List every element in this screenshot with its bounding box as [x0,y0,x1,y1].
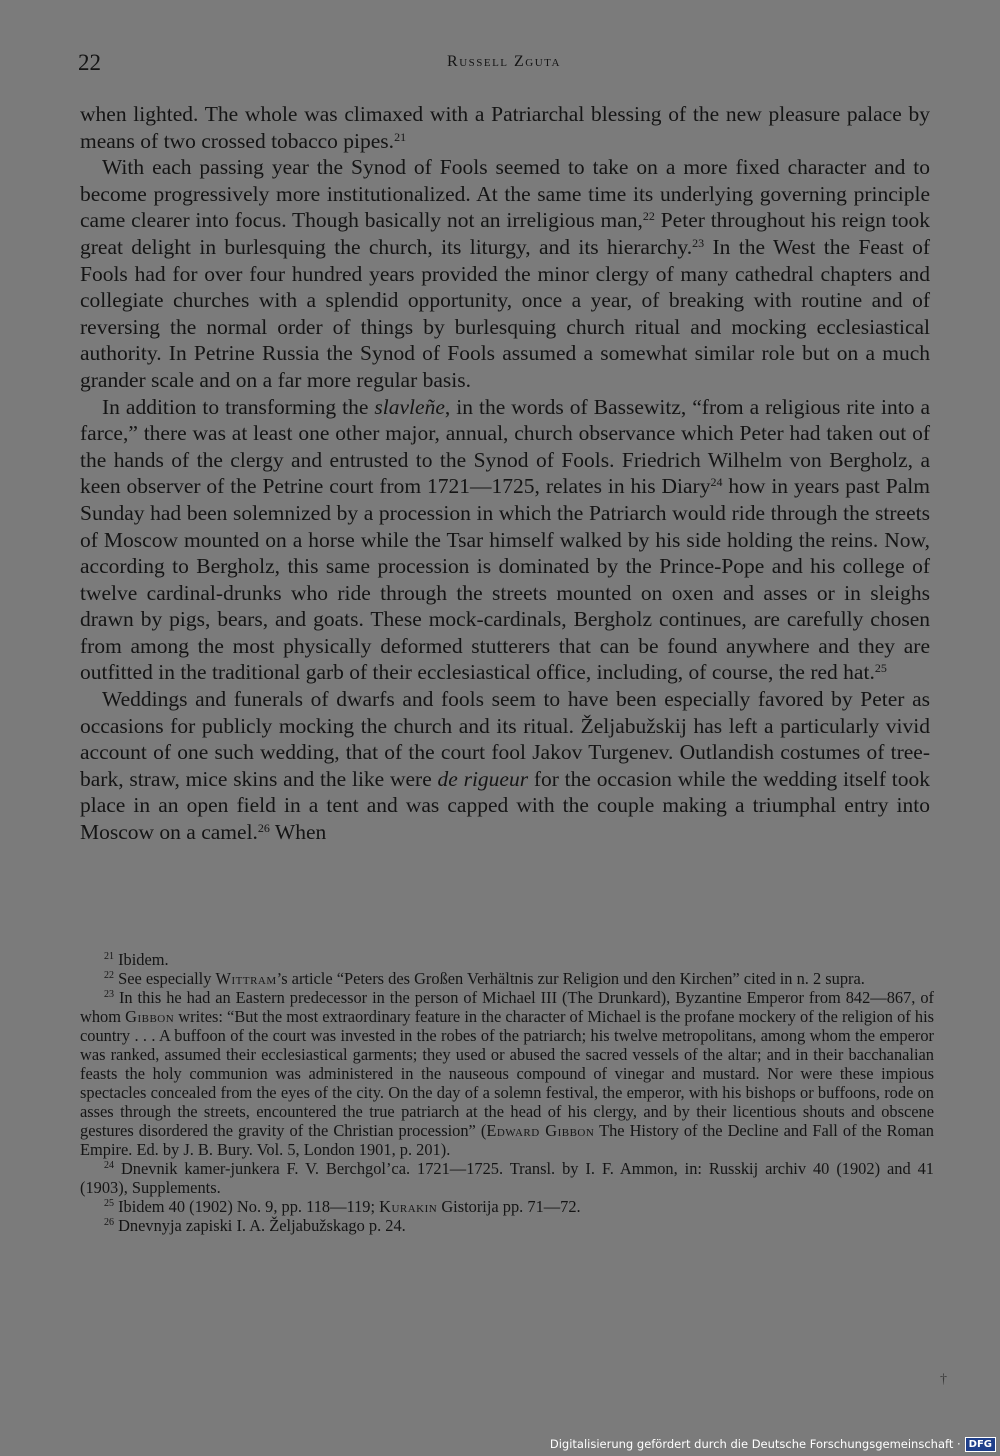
digitization-notice-text: Digitalisierung gefördert durch die Deutsche Forschungsgemeinschaft · [549,1437,961,1451]
footnote-ref-24[interactable]: 24 [710,475,723,490]
footnote-26: $^{26}$ Dnevnyja zapiski I. A. Željabužskago p. 24. [104,1216,406,1235]
italic-term: de rigueur [437,766,529,791]
footnote-22: $^{22}$ See especially Wittram’s article “Peters des Großen Verhältnis zur Religion und den Kirchen” cited in n. 2 supra. [104,969,865,988]
paragraph-2: With each passing year the Synod of Fools seemed to take on a more fixed character and to become progressively more institutionalized. At the same time its underlying governing principle came clearer into focus. Though basically not an irreligious man,$^{22}$ Peter throughout his reign took great delight in burlesquing the church, its liturgy, and its hierarchy.$^{23}$ In the West the Feast of Fools had for over four hundred years provided the minor clergy of many cathedral chapters and collegiate churches with a splendid opportunity, once a year, of breaking with routine and of reversing the normal order of things by burlesquing church ritual and mocking ecclesiastical authority. In Petrine Russia the Synod of Fools assumed a somewhat similar role but on a much grander scale and on a far more regular basis. [80,155,930,392]
footnote-ref-26[interactable]: 26 [257,821,270,836]
footnote-ref-23[interactable]: 23 [692,235,705,250]
footnote-24: $^{24}$ Dnevnik kamer-junkera F. V. Berchgol’ca. 1721—1725. Transl. by I. F. Ammon, in: Russkij archiv 40 (1902) and 41 (1903), Supplements. [80,1159,934,1197]
footnote-ref-21[interactable]: 21 [394,129,407,144]
page-number: 22 [78,50,101,75]
digitization-notice [550,1436,996,1452]
footnote-ref-25[interactable]: 25 [874,661,887,676]
footnote-21: $^{21}$ Ibidem. [104,950,169,969]
margin-mark: † [940,1372,947,1387]
footnote-ref-22[interactable]: 22 [642,209,655,224]
footnotes [80,950,934,1235]
running-head: Russell Zguta [447,53,561,70]
footnote-25: $^{25}$ Ibidem 40 (1902) No. 9, pp. 118—119; Kurakin Gistorija pp. 71—72. [104,1197,581,1216]
paragraph-4: Weddings and funerals of dwarfs and fools seem to have been especially favored by Peter as occasions for publicly mocking the church and its ritual. Željabužskij has left a particularly vivid account of one such wedding, that of the court fool Jakov Turgenev. Outlandish costumes of tree-bark, straw, mice skins and the like were de rigueur for the occasion while the wedding itself took place in an open field in a tent and was capped with the couple making a triumphal entry into Moscow on a camel.$^{26}$ When [80,687,931,845]
paragraph-1: when lighted. The whole was climaxed with a Patriarchal blessing of the new pleasure palace by means of two crossed tobacco pipes.$^{21}$ [80,102,930,153]
italic-term: slavleñe [374,394,445,419]
paragraph-3: In addition to transforming the slavleñe, in the words of Bassewitz, “from a religious rite into a farce,” there was at least one other major, annual, church observance which Peter had taken out of the hands of the clergy and entrusted to the Synod of Fools. Friedrich Wilhelm von Bergholz, a keen observer of the Petrine court from 1721—1725, relates in his Diary$^{24}$ how in years past Palm Sunday had been solemnized by a procession in which the Patriarch would ride through the streets of Moscow mounted on a horse while the Tsar himself walked by his side holding the reins. Now, according to Bergholz, this same procession is dominated by the Prince-Pope and his college of twelve cardinal-drunks who ride through the streets mounted on oxen and asses or in sleighs drawn by pigs, bears, and goats. These mock-cardinals, Bergholz continues, are carefully chosen from among the most physically deformed stutterers that can be found anywhere and they are outfitted in the traditional garb of their ecclesiastical office, including, of course, the red hat.$^{25}$ [80,394,930,685]
dfg-logo-icon: DFG [965,1437,996,1452]
footnote-23: $^{23}$ In this he had an Eastern predecessor in the person of Michael III (The Drunkard), Byzantine Emperor from 842—867, of whom Gibbon writes: “But the most extraordinary feature in the character of Michael is the profane mockery of the religion of his country . . . A buffoon of the court was invested in the robes of the patriarch; his twelve metropolitans, among whom the emperor was ranked, assumed their ecclesiastical garments; they used or abused the sacred vessels of the altar; and in their bacchanalian feasts the holy communion was administered in the nauseous compound of vinegar and mustard. Nor were these impious spectacles concealed from the eyes of the city. On the day of a solemn festival, the emperor, with his bishops or buffoons, rode on asses through the streets, encountered the true patriarch at the head of his clergy, and by their licentious shouts and obscene gestures disordered the gravity of the Christian procession” (Edward Gibbon The History of the Decline and Fall of the Roman Empire. Ed. by J. B. Bury. Vol. 5, London 1901, p. 201). [80,988,934,1159]
body-text [80,101,930,846]
page-header [78,50,930,80]
